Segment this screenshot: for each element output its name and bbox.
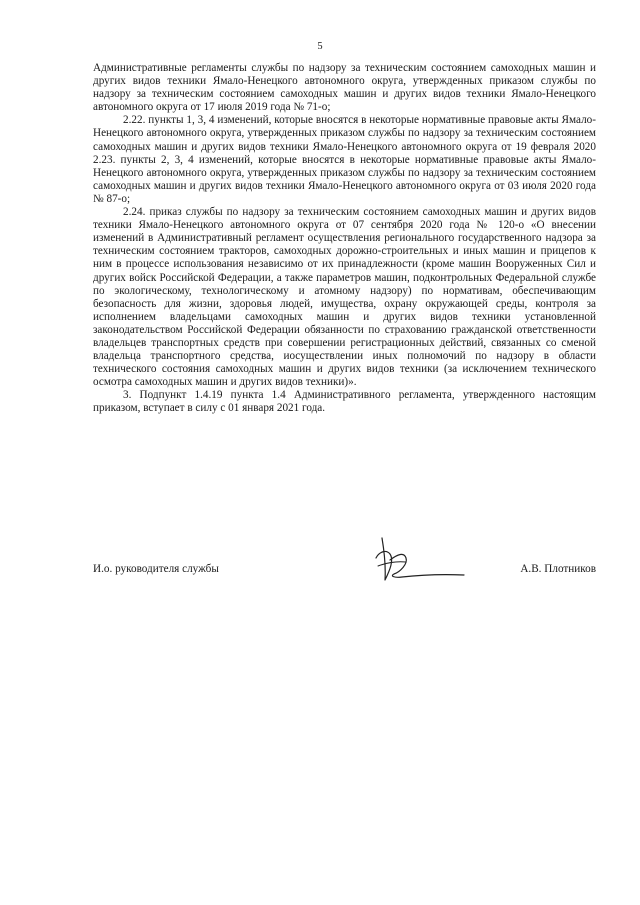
paragraph-2-22: 2.22. пункты 1, 3, 4 изменений, которые вносятся в некоторые нормативные правовые акты Ямало-Ненецкого автономного округа, утвержденных приказом службы по надзору за техническим состоянием самоходных машин и других видов техники Ямало-Ненецкого автономного округа от 19 февраля 2020 2.23. пункты 2, 3, 4 изменений, которые вносятся в некоторые нормативные правовые акты Ямало-Ненецкого автономного округа, утвержденных приказом службы по надзору за техническим состоянием самоходных машин и других видов техники Ямало-Ненецкого автономного округа от 03 июля 2020 года № 87-о;: [93, 114, 596, 205]
signatory-name: А.В. Плотников: [520, 563, 596, 575]
signatory-title: И.о. руководителя службы: [93, 563, 219, 575]
paragraph-3: 3. Подпункт 1.4.19 пункта 1.4 Административного регламента, утвержденного настоящим приказом, вступает в силу с 01 января 2021 года.: [93, 389, 596, 415]
paragraph-continuation: Административные регламенты службы по надзору за техническим состоянием самоходных машин и других видов техники Ямало-Ненецкого автономного округа, утвержденных приказом службы по надзору за техническим состоянием самоходных машин и других видов техники Ямало-Ненецкого автономного округа от 17 июля 2019 года № 71-о;: [93, 62, 596, 114]
page-number: 5: [317, 41, 323, 52]
document-body: [93, 62, 596, 416]
paragraph-2-24: 2.24. приказ службы по надзору за техническим состоянием самоходных машин и других видов техники Ямало-Ненецкого автономного округа от 07 сентября 2020 года № 120-о «О внесении изменений в Административный регламент осуществления регионального государственного надзора за техническим состоянием тракторов, самоходных дорожно-строительных и иных машин и прицепов к ним в процессе использования независимо от их принадлежности (кроме машин Вооруженных Сил и других войск Российской Федерации, а также параметров машин, подконтрольных Федеральной службе по экологическому, технологическому и атомному надзору) по нормативам, обеспечивающим безопасность для жизни, здоровья людей, имущества, охрану окружающей среды, контроля за исполнением владельцами самоходных машин и других видов техники установленной законодательством Российской Федерации обязанности по страхованию гражданской ответственности владельцев транспортных средств при совершении регистрационных действий, связанных со сменой владельца транспортного средства, иосуществлении иных полномочий по надзору в области технического состояния самоходных машин и других видов техники (за исключением технического осмотра самоходных машин и других видов техники)».: [93, 206, 596, 389]
signature-block: [93, 563, 596, 583]
